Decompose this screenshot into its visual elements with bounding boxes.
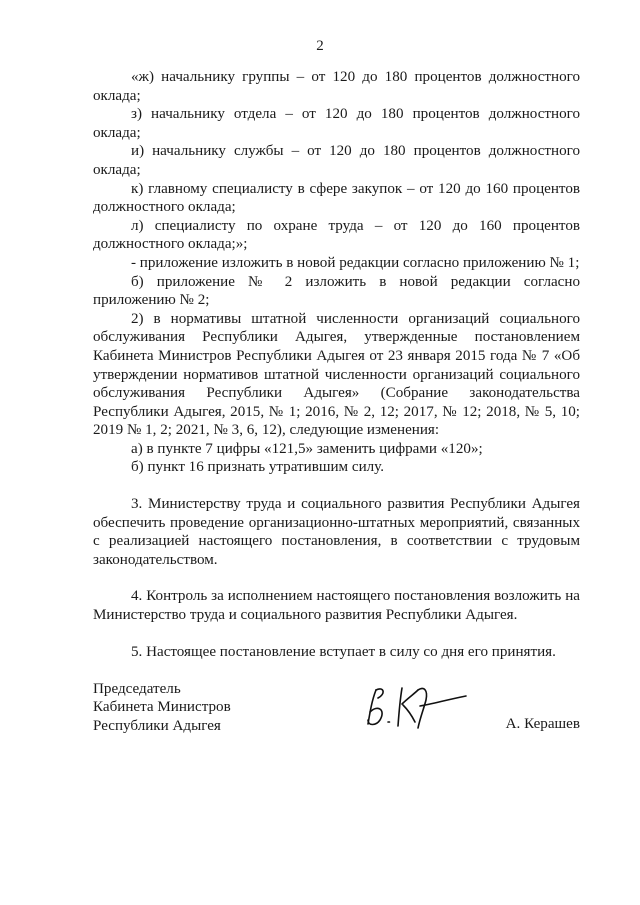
signatory-title-line: Республики Адыгея xyxy=(93,717,221,734)
signatory-title xyxy=(93,680,231,735)
paragraph-k: к) главному специалисту в сфере закупок – от 120 до 160 процентов должностного оклада; xyxy=(93,180,580,216)
paragraph-section-3: 3. Министерству труда и социального развития Республики Адыгея обеспечить проведение организационно-штатных мероприятий, связанных с реализацией настоящего постановления, в соответствии с трудовым законодательством. xyxy=(93,496,580,568)
paragraph-section-4: 4. Контроль за исполнением настоящего постановления возложить на Министерство труда и социального развития Республики Адыгея. xyxy=(93,588,580,624)
document-body xyxy=(93,68,580,661)
paragraph-i: и) начальнику службы – от 120 до 180 процентов должностного оклада; xyxy=(93,143,580,178)
page-number: 2 xyxy=(316,38,324,54)
paragraph-item-2: 2) в нормативы штатной численности организаций социального обслуживания Республики Адыгея, утвержденные постановлением Кабинета Министров Республики Адыгея от 23 января 2015 года № 7 «Об утверждении нормативов штатной численности организаций социального обслуживания Республики Адыгея» (Собрание законодательства Республики Адыгея, 2015, № 1; 2016, № 2, 12; 2017, № 12; 2018, № 5, 10; 2019 № 1, 2; 2021, № 3, 6, 12), следующие изменения: xyxy=(93,310,580,439)
handwritten-signature xyxy=(362,682,472,732)
paragraph-l: л) специалисту по охране труда – от 120 до 160 процентов должностного оклада;»; xyxy=(93,217,580,253)
paragraph-section-5: 5. Настоящее постановление вступает в силу со дня его принятия. xyxy=(131,643,556,660)
paragraph-z: з) начальнику отдела – от 120 до 180 процентов должностного оклада; xyxy=(93,106,580,141)
signatory-title-line: Председатель xyxy=(93,681,181,697)
signatory-title-line: Кабинета Министров xyxy=(93,699,231,716)
signer-name: А. Керашев xyxy=(505,716,580,732)
paragraph-zh: «ж) начальнику группы – от 120 до 180 процентов должностного оклада; xyxy=(93,69,580,104)
paragraph-appendix-2: б) приложение № 2 изложить в новой редакции согласно приложению № 2; xyxy=(93,273,580,309)
paragraph-item-2b: б) пункт 16 признать утратившим силу. xyxy=(131,459,384,476)
paragraph-appendix-1: - приложение изложить в новой редакции согласно приложению № 1; xyxy=(131,254,580,271)
paragraph-item-2a: а) в пункте 7 цифры «121,5» заменить цифрами «120»; xyxy=(131,440,483,457)
